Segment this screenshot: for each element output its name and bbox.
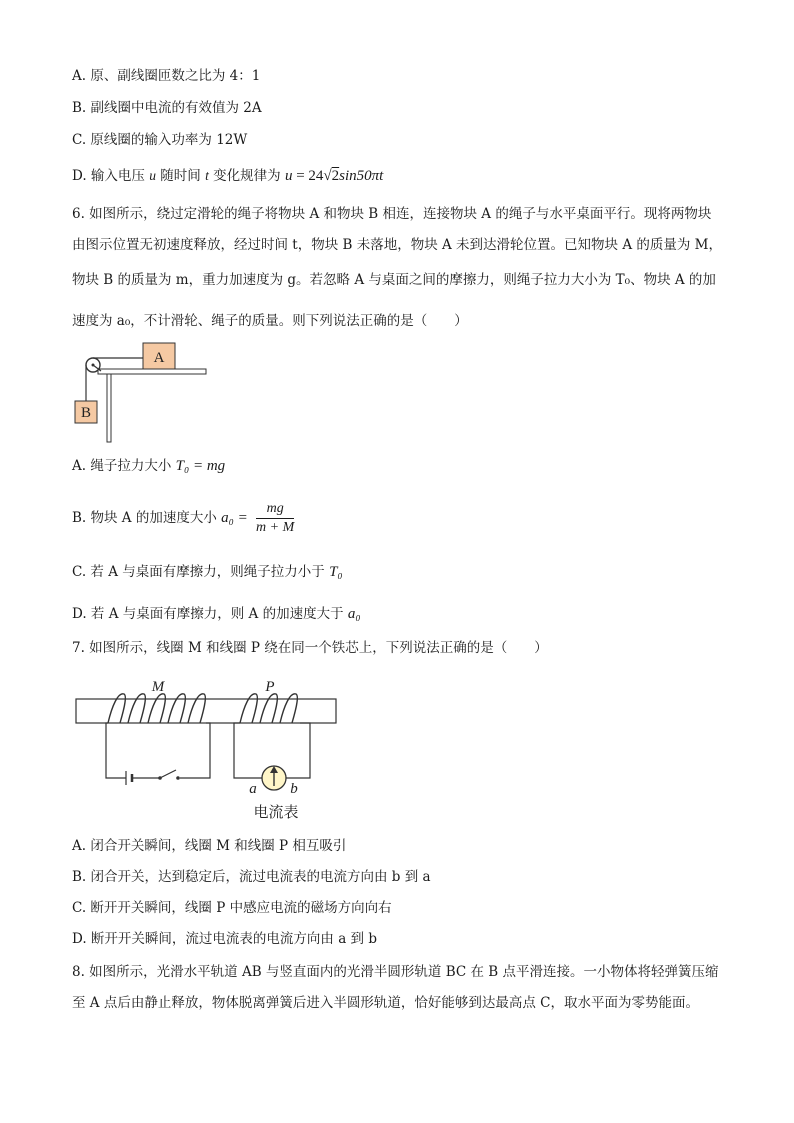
q5-option-d-mid: 随时间 [160,168,201,184]
q8-stem-line-2: 至 A 点后由静止释放，物体脱离弹簧后进入半圆形轨道，恰好能够到达最高点 C，取水平面为零势能面。 [72,995,699,1011]
q5-option-d-post: 变化规律为 [213,168,281,184]
q6-option-c-text: C. 若 A 与桌面有摩擦力，则绳子拉力小于 [72,564,325,580]
q6-option-a-text: A. 绳子拉力大小 [72,458,172,474]
q5-option-c: C. 原线圈的输入功率为 12W [72,132,248,148]
q5-formula-u: u [284,168,293,184]
q6-stem-line-2: 由图示位置无初速度释放，经过时间 t，物块 B 未落地，物块 A 未到达滑轮位置。已知物块 A 的质量为 M， [72,237,722,253]
q6-stem-line-4: 速度为 a₀，不计滑轮、绳子的质量。则下列说法正确的是（ ） [72,313,468,329]
q6-option-c [72,562,343,582]
q6-option-d-text: D. 若 A 与桌面有摩擦力，则 A 的加速度大于 [72,606,344,622]
q8-stem-line-1: 8. 如图所示，光滑水平轨道 AB 与竖直面内的光滑半圆形轨道 BC 在 B 点平滑连接。一小物体将轻弹簧压缩 [72,964,719,980]
q6-option-b-fraction [256,500,294,537]
q5-option-b: B. 副线圈中电流的有效值为 2A [72,100,262,116]
q5-option-d-u: u [149,168,156,183]
q6-option-b [72,499,294,537]
table-top [98,369,206,374]
label-b: b [290,781,298,797]
q5-formula-eq: = 24 [292,168,324,184]
q5-option-d-formula [285,168,383,184]
sqrt-symbol: √ [323,168,332,184]
q7-stem: 7. 如图所示，线圈 M 和线圈 P 绕在同一个铁芯上，下列说法正确的是（ ） [72,640,548,656]
label-a: a [249,781,257,797]
q6-option-a-formula: T₀ = mg [175,458,226,474]
q7-option-b: B. 闭合开关，达到稳定后，流过电流表的电流方向由 b 到 a [72,869,431,885]
q5-formula-sqrt: 2 [331,168,340,184]
q7-option-d: D. 断开开关瞬间，流过电流表的电流方向由 a 到 b [72,931,377,947]
q6-option-b-text: B. 物块 A 的加速度大小 [72,510,217,526]
table-leg [107,374,111,442]
q5-option-d [72,166,383,186]
q6-option-d [72,604,361,624]
q7-coil-figure [72,676,340,826]
q5-formula-tail: sin50πt [339,168,384,184]
q6-option-d-symbol: a₀ [347,606,361,622]
q6-pulley-figure [70,340,210,446]
fraction-denominator: m + M [256,520,295,535]
q6-stem-line-3: 物块 B 的质量为 m，重力加速度为 g。若忽略 A 与桌面之间的摩擦力，则绳子拉力大小为 T₀、物块 A 的加 [72,272,716,288]
block-b-label: B [80,405,92,421]
fraction-numerator: mg [256,500,294,519]
q7-option-c: C. 断开开关瞬间，线圈 P 中感应电流的磁场方向向右 [72,900,392,916]
label-p: P [265,679,275,695]
q6-stem-line-1: 6. 如图所示，绕过定滑轮的绳子将物块 A 和物块 B 相连，连接物块 A 的绳子与水平桌面平行。现将两物块 [72,206,712,222]
q5-option-d-t: t [205,168,209,183]
q5-option-a: A. 原、副线圈匝数之比为 4：1 [72,68,261,84]
q6-option-c-symbol: T₀ [329,564,343,580]
block-a-label: A [153,350,165,366]
q6-option-b-lhs: a₀ = [221,510,248,526]
q6-option-a [72,456,225,476]
q7-option-a: A. 闭合开关瞬间，线圈 M 和线圈 P 相互吸引 [72,838,347,854]
q5-option-d-pre: D. 输入电压 [72,168,145,184]
ammeter-caption: 电流表 [253,805,299,821]
label-m: M [151,679,165,695]
